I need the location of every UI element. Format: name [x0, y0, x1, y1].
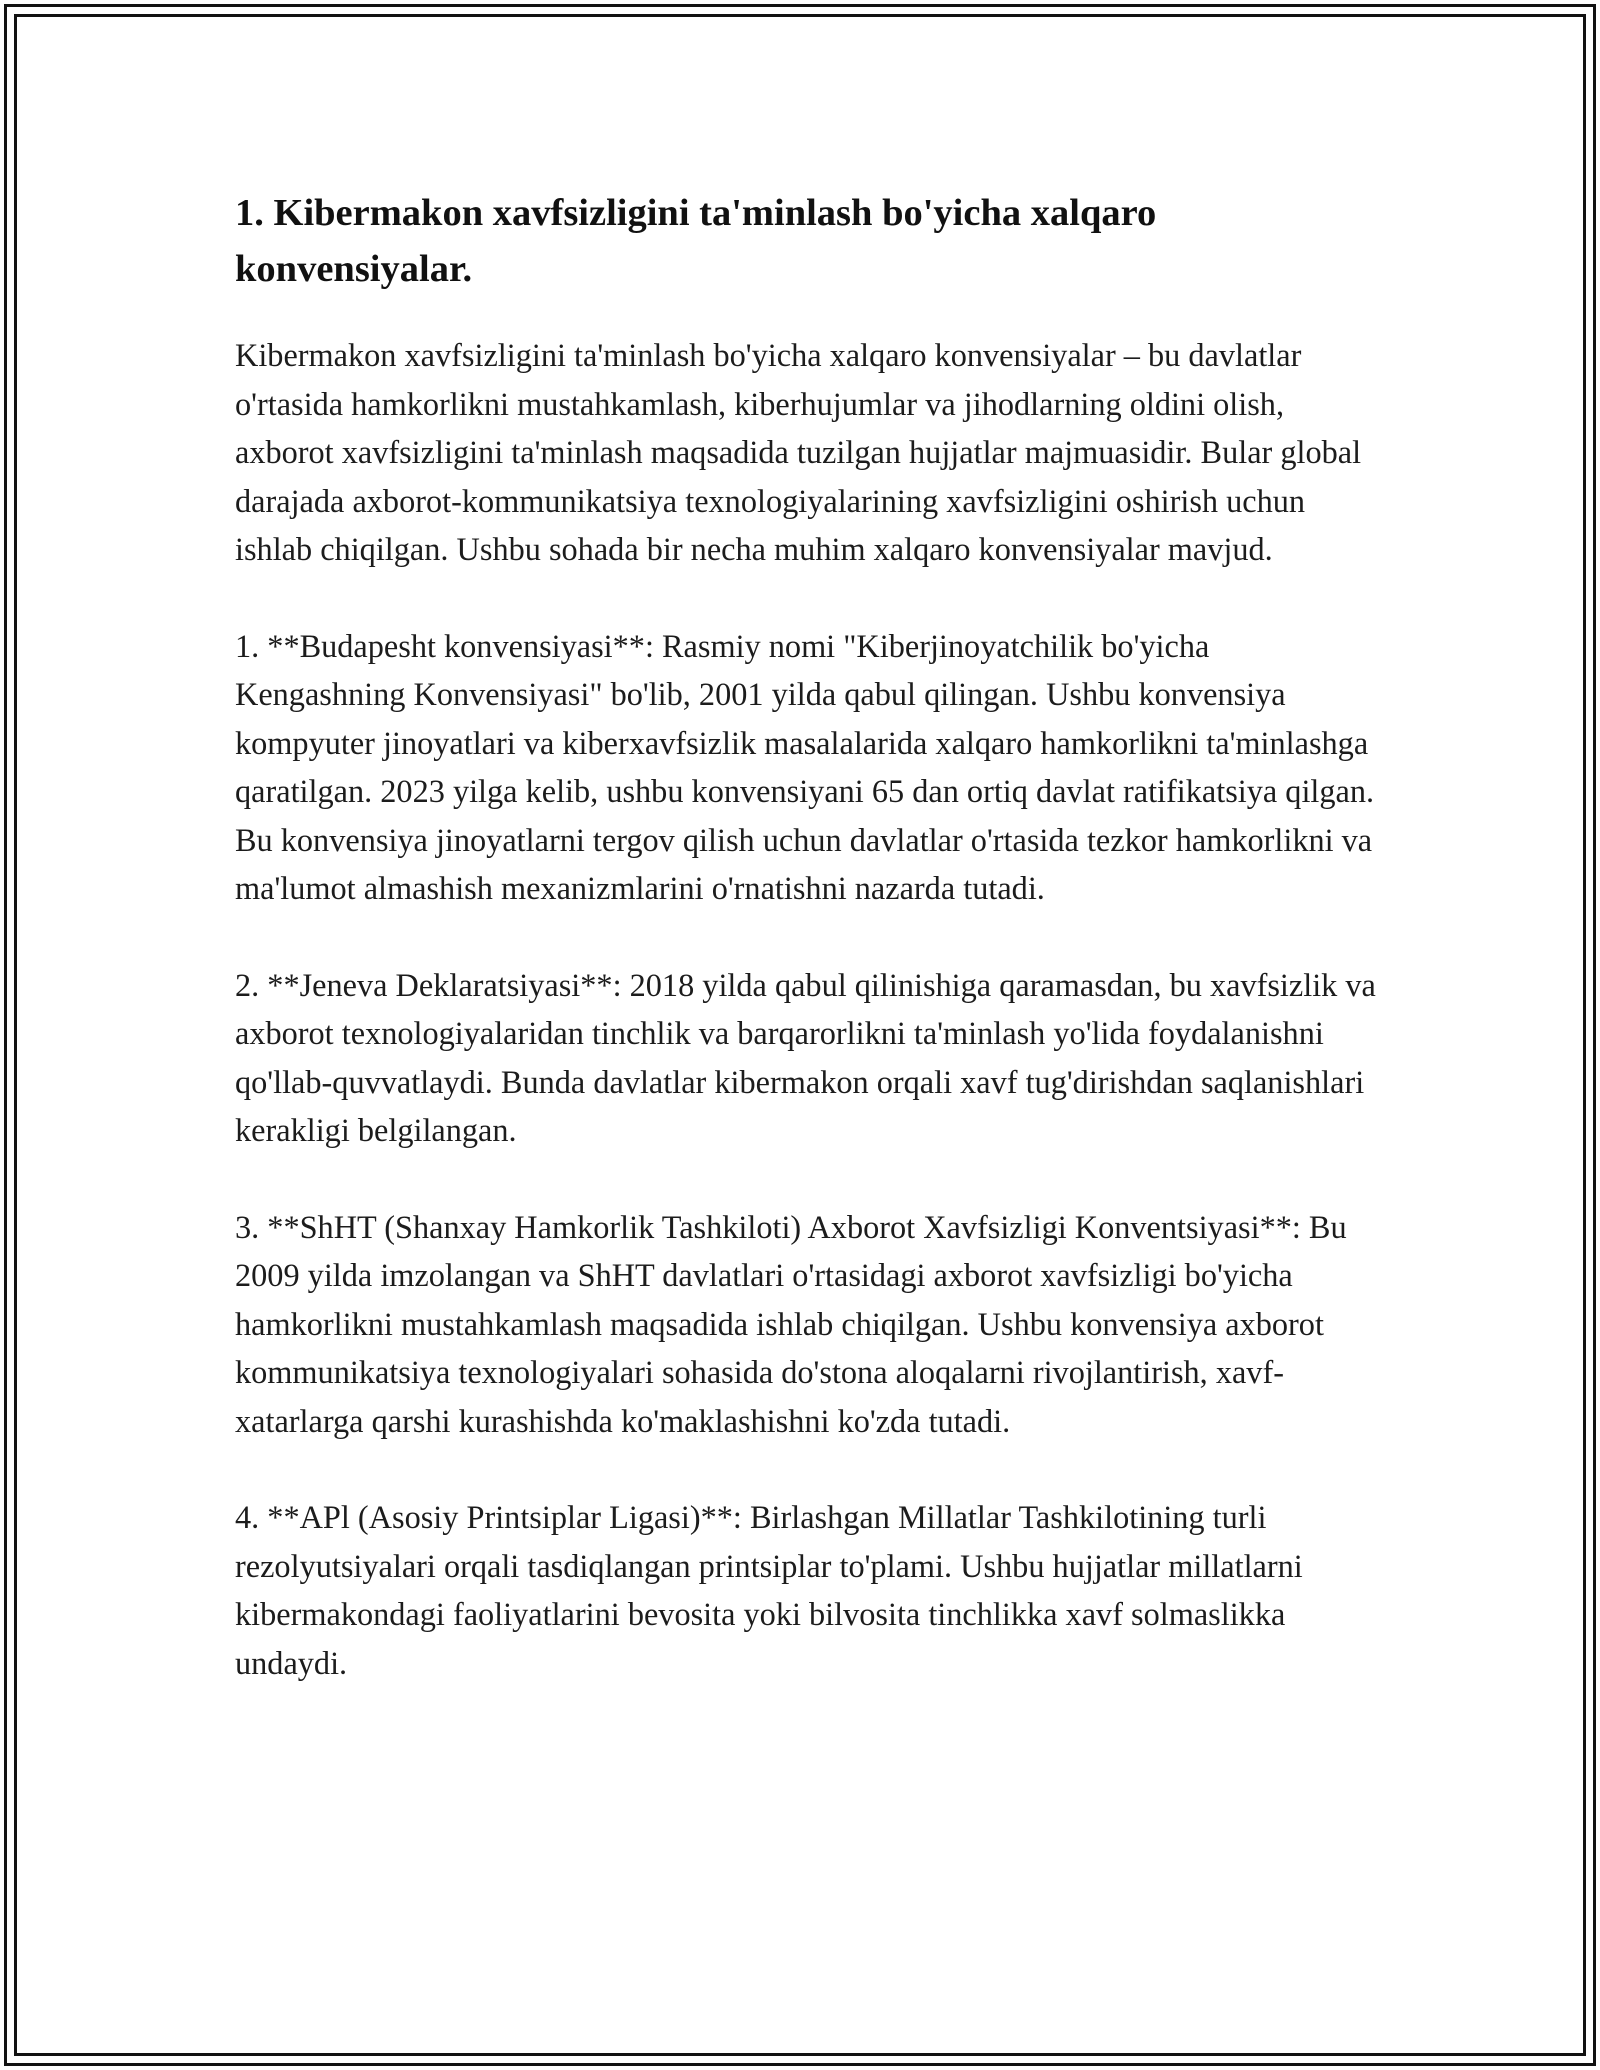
paragraph-sco-convention: 3. **ShHT (Shanxay Hamkorlik Tashkiloti) Axborot Xavfsizligi Konventsiyasi**: Bu 2009 yilda imzolangan va ShHT davlatlari o'rtasidagi axborot xavfsizligi bo'yicha hamkorlikni mustahkamlash maqsadida ishlab chiqilgan. Ushbu konvensiya axborot kommunikatsiya texnologiyalari sohasida do'stona aloqalarni rivojlantirish, xavf-xatarlarga qarshi kurashishda ko'maklashishni ko'zda tutadi. — [235, 1208, 1347, 1439]
intro-paragraph: Kibermakon xavfsizligini ta'minlash bo'yicha xalqaro konvensiyalar – bu davlatlar o'rtasida hamkorlikni mustahkamlash, kiberhujumlar va jihodlarning oldini olish, axborot xavfsizligini ta'minlash maqsadida tuzilgan hujjatlar majmuasidir. Bular global darajada axborot-kommunikatsiya texnologiyalarining xavfsizligini oshirish uchun ishlab chiqilgan. Ushbu sohada bir necha muhim xalqaro konvensiyalar mavjud. — [235, 337, 1362, 567]
section-heading: 1. Kibermakon xavfsizligini ta'minlash bo'yicha xalqaro konvensiyalar. — [235, 192, 1157, 290]
paragraph-geneva-declaration: 2. **Jeneva Deklaratsiyasi**: 2018 yilda qabul qilinishiga qaramasdan, bu xavfsizlik va axborot texnologiyalaridan tinchlik va barqarorlikni ta'minlash yo'lida foydalanishni qo'llab-quvvatlaydi. Bunda davlatlar kibermakon orqali xavf tug'dirishdan saqlanishlari kerakligi belgilangan. — [235, 966, 1376, 1148]
document-body — [235, 185, 1385, 1735]
paragraph-budapest-convention: 1. **Budapesht konvensiyasi**: Rasmiy nomi "Kiberjinoyatchilik bo'yicha Kengashning Konvensiyasi" bo'lib, 2001 yilda qabul qilingan. Ushbu konvensiya kompyuter jinoyatlari va kiberxavfsizlik masalalarida xalqaro hamkorlikni ta'minlashga qaratilgan. 2023 yilga kelib, ushbu konvensiyani 65 dan ortiq davlat ratifikatsiya qilgan. Bu konvensiya jinoyatlarni tergov qilish uchun davlatlar o'rtasida tezkor hamkorlikni va ma'lumot almashish mexanizmlarini o'rnatishni nazarda tutadi. — [235, 627, 1375, 906]
paragraph-apl-principles: 4. **APl (Asosiy Printsiplar Ligasi)**: Birlashgan Millatlar Tashkilotining turli rezolyutsiyalari orqali tasdiqlangan printsiplar to'plami. Ushbu hujjatlar millatlarni kibermakondagi faoliyatlarini bevosita yoki bilvosita tinchlikka xavf solmaslikka undaydi. — [235, 1499, 1303, 1681]
